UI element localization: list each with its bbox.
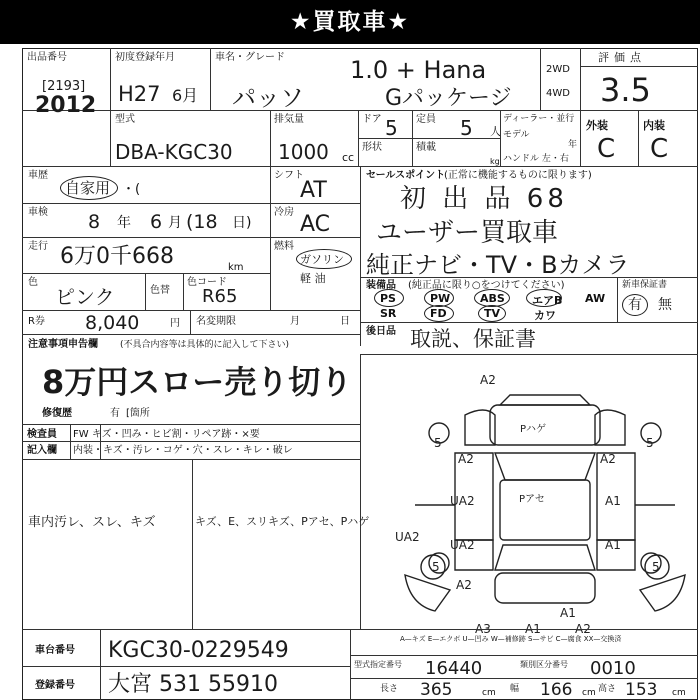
car-diagram: [395, 375, 695, 625]
doors-label: ドア: [362, 114, 382, 125]
reg-year-month: 6月: [172, 86, 199, 105]
inspection-year-unit: 年: [117, 215, 131, 231]
dmg-mark: A1: [605, 494, 621, 508]
drive-2wd: 2WD: [546, 64, 570, 75]
dmg-mark: 5: [432, 560, 440, 574]
equip-fd-circle: [424, 305, 454, 322]
dmg-mark: A1: [525, 622, 541, 636]
inspector-marks: FW キズ・凹み・ヒビ割・リペア跡・×要: [73, 429, 260, 440]
spec-class-no: 0010: [590, 658, 636, 679]
banner-title: ★買取車★: [0, 0, 700, 44]
lot-label: 出品番号: [27, 52, 67, 63]
equip-airbag-circle: [526, 289, 562, 307]
spec-len-label: 長さ: [380, 684, 399, 694]
dmg-mark: A2: [480, 373, 496, 387]
spec-hgt-unit: cm: [672, 688, 686, 698]
dealer-year-label: 年: [568, 140, 578, 150]
capacity-unit: 人: [490, 125, 501, 138]
spec-class-label: 類別区分番号: [520, 660, 568, 669]
dmg-mark: Pハゲ: [520, 424, 547, 435]
capacity-label: 定員: [416, 114, 436, 125]
reg-no-value: 大宮 531 55910: [108, 672, 278, 697]
chassis-value: KGC30-0229549: [108, 638, 289, 663]
reg-year-era: H27: [118, 82, 161, 106]
spec-hgt: 153: [625, 680, 658, 700]
doors-value: 5: [385, 116, 398, 140]
entry-marks: 内装・キズ・汚レ・コゲ・穴・スレ・キレ・破レ: [73, 445, 293, 456]
fuel-value2: 軽 油: [300, 272, 326, 285]
dmg-mark: A2: [600, 452, 616, 466]
dmg-mark: 5: [434, 436, 442, 450]
model-label: 車名・グレード: [215, 52, 285, 63]
int-label: 内装: [643, 119, 665, 132]
entry-label: 記入欄: [27, 445, 57, 456]
score-label: 評価点: [598, 51, 646, 64]
shift-label: シフト: [274, 170, 304, 181]
warranty-no: 無: [658, 297, 672, 313]
spec-wid: 166: [540, 680, 573, 700]
equip-ps: PS: [380, 292, 396, 305]
score-value: 3.5: [600, 71, 651, 109]
dmg-mark: UA2: [395, 530, 420, 544]
capacity-value: 5: [460, 116, 473, 140]
notes-repair: 修復歴: [42, 408, 72, 419]
mileage-value: 6万0千668: [60, 244, 174, 269]
spec-len-unit: cm: [482, 688, 496, 698]
load-label: 積載: [416, 142, 436, 153]
load-unit: kg: [490, 157, 500, 166]
shape-label: 形状: [362, 142, 382, 153]
lot-sub: [2193]: [42, 79, 86, 94]
spec-hgt-label: 高さ: [598, 684, 617, 694]
inspector-label: 検査員: [27, 429, 57, 440]
model-name: パッソ: [232, 84, 304, 112]
notes-repair-val: 有: [110, 408, 120, 419]
ext-grade: C: [597, 134, 616, 164]
notes-repair-place: [箇所: [126, 408, 150, 419]
color-label: 色: [28, 277, 38, 288]
ac-value: AC: [300, 212, 331, 237]
sales-points-hint: (正常に機能するものに限ります): [444, 170, 592, 181]
notes-hint: (不具合内容等は具体的に記入して下さい): [120, 340, 290, 350]
displacement-unit: cc: [342, 151, 355, 164]
vehicle-type-circle: [60, 176, 118, 200]
drive-4wd: 4WD: [546, 88, 570, 99]
model-grade1: 1.0 + Hana: [350, 56, 487, 84]
reg-no-label: 登録番号: [35, 680, 75, 691]
color-change-label: 色替: [150, 285, 170, 296]
type-code-label: 型式: [115, 114, 135, 125]
equip-airbag: エアB: [532, 294, 563, 307]
warranty-yes: 有: [628, 297, 642, 313]
dealer-handle-label: ハンドル 左・右: [503, 154, 569, 164]
displacement-label: 排気量: [274, 114, 304, 125]
mileage-unit: km: [228, 262, 244, 273]
sales-points-line1: 初 出 品 68: [400, 184, 568, 214]
vehicle-type-rest: ・(: [122, 182, 141, 197]
dmg-mark: 5: [646, 436, 654, 450]
spec-wid-unit: cm: [582, 688, 596, 698]
displacement-value: 1000: [278, 140, 329, 164]
reg-year-label: 初度登録年月: [115, 52, 175, 63]
equip-tv-circle: [478, 305, 506, 322]
equip-kawa: カワ: [534, 309, 556, 322]
equip-pw: PW: [430, 292, 451, 305]
dealer-label: ディーラー・並行: [503, 114, 575, 124]
lot-number: 2012: [35, 93, 97, 118]
color-code: R65: [202, 286, 238, 307]
sales-points-line2: ユーザー買取車: [376, 218, 559, 248]
spec-len: 365: [420, 680, 453, 700]
mileage-label: 走行: [28, 241, 48, 252]
dmg-mark: UA2: [450, 494, 475, 508]
inspection-label: 車検: [28, 207, 48, 218]
name-change-month: 月: [290, 316, 300, 327]
sales-points-label: セールスポイント: [366, 170, 446, 181]
shift-value: AT: [300, 178, 327, 203]
dmg-mark: 5: [652, 560, 660, 574]
equipment-hint: (純正品に限り○をつけてください): [408, 280, 565, 291]
notes-text: 8万円スロー売り切り: [42, 363, 353, 401]
inspection-year: 8: [88, 211, 101, 233]
documents-label: 後日品: [366, 326, 396, 337]
warranty-label: 新車保証書: [622, 280, 668, 290]
int-grade: C: [650, 134, 669, 164]
dmg-mark: A2: [458, 452, 474, 466]
model-grade2: Gパッケージ: [385, 86, 512, 111]
notes-label: 注意事項申告欄: [28, 339, 98, 350]
name-change-label: 名変期限: [196, 316, 236, 327]
type-code-value: DBA-KGC30: [115, 140, 233, 164]
dmg-mark: UA2: [450, 538, 475, 552]
chassis-label: 車台番号: [35, 645, 75, 656]
inspection-day: (18: [186, 211, 218, 233]
ac-label: 冷房: [274, 207, 294, 218]
equip-fd: FD: [430, 307, 447, 320]
recycle-value: 8,040: [85, 312, 140, 334]
diagram-legend: A—キズ E—エクボ U—凹み W—補修跡 S—サビ C—腐食 XX—交換済: [400, 635, 622, 643]
color-value: ピンク: [55, 285, 115, 309]
documents-value: 取説、保証書: [410, 327, 536, 351]
dmg-mark: A2: [575, 622, 591, 636]
dmg-mark: A1: [560, 606, 576, 620]
vehicle-type-label: 車歴: [28, 170, 48, 181]
recycle-unit: 円: [170, 318, 180, 329]
equip-abs: ABS: [480, 292, 505, 305]
spec-wid-label: 幅: [510, 684, 520, 694]
dmg-mark: A2: [456, 578, 472, 592]
vehicle-type-value: 自家用: [65, 179, 111, 197]
warranty-yes-circle: [622, 294, 648, 316]
equip-aw: AW: [585, 292, 606, 305]
inspection-month: 6: [150, 211, 163, 233]
inspection-month-unit: 月: [168, 215, 182, 231]
name-change-day: 日: [340, 316, 350, 327]
dealer-model-label: モデル: [503, 130, 530, 140]
equipment-label: 装備品: [366, 280, 396, 291]
ext-label: 外装: [586, 119, 608, 132]
remarks-line1: 車内汚レ、スレ、キズ: [28, 515, 156, 530]
dmg-mark: Pアセ: [519, 494, 545, 505]
color-code-label: 色コード: [187, 277, 227, 288]
fuel-label: 燃料: [274, 241, 294, 252]
recycle-label: R券: [28, 316, 45, 327]
dmg-mark: A1: [605, 538, 621, 552]
sales-points-line3: 純正ナビ・TV・Bカメラ: [366, 251, 630, 279]
equip-tv: TV: [484, 307, 501, 320]
inspection-day-unit: 日): [232, 215, 252, 231]
fuel-circle: [296, 249, 352, 269]
fuel-value1: ガソリン: [300, 253, 344, 266]
dmg-mark: A3: [475, 622, 491, 636]
equip-ps-circle: [374, 289, 404, 307]
spec-model-no-label: 型式指定番号: [354, 660, 402, 669]
remarks-line2: キズ、E、スリキズ、Pアセ、Pハゲ: [195, 515, 370, 528]
equip-sr: SR: [380, 307, 397, 320]
spec-model-no: 16440: [425, 658, 483, 679]
